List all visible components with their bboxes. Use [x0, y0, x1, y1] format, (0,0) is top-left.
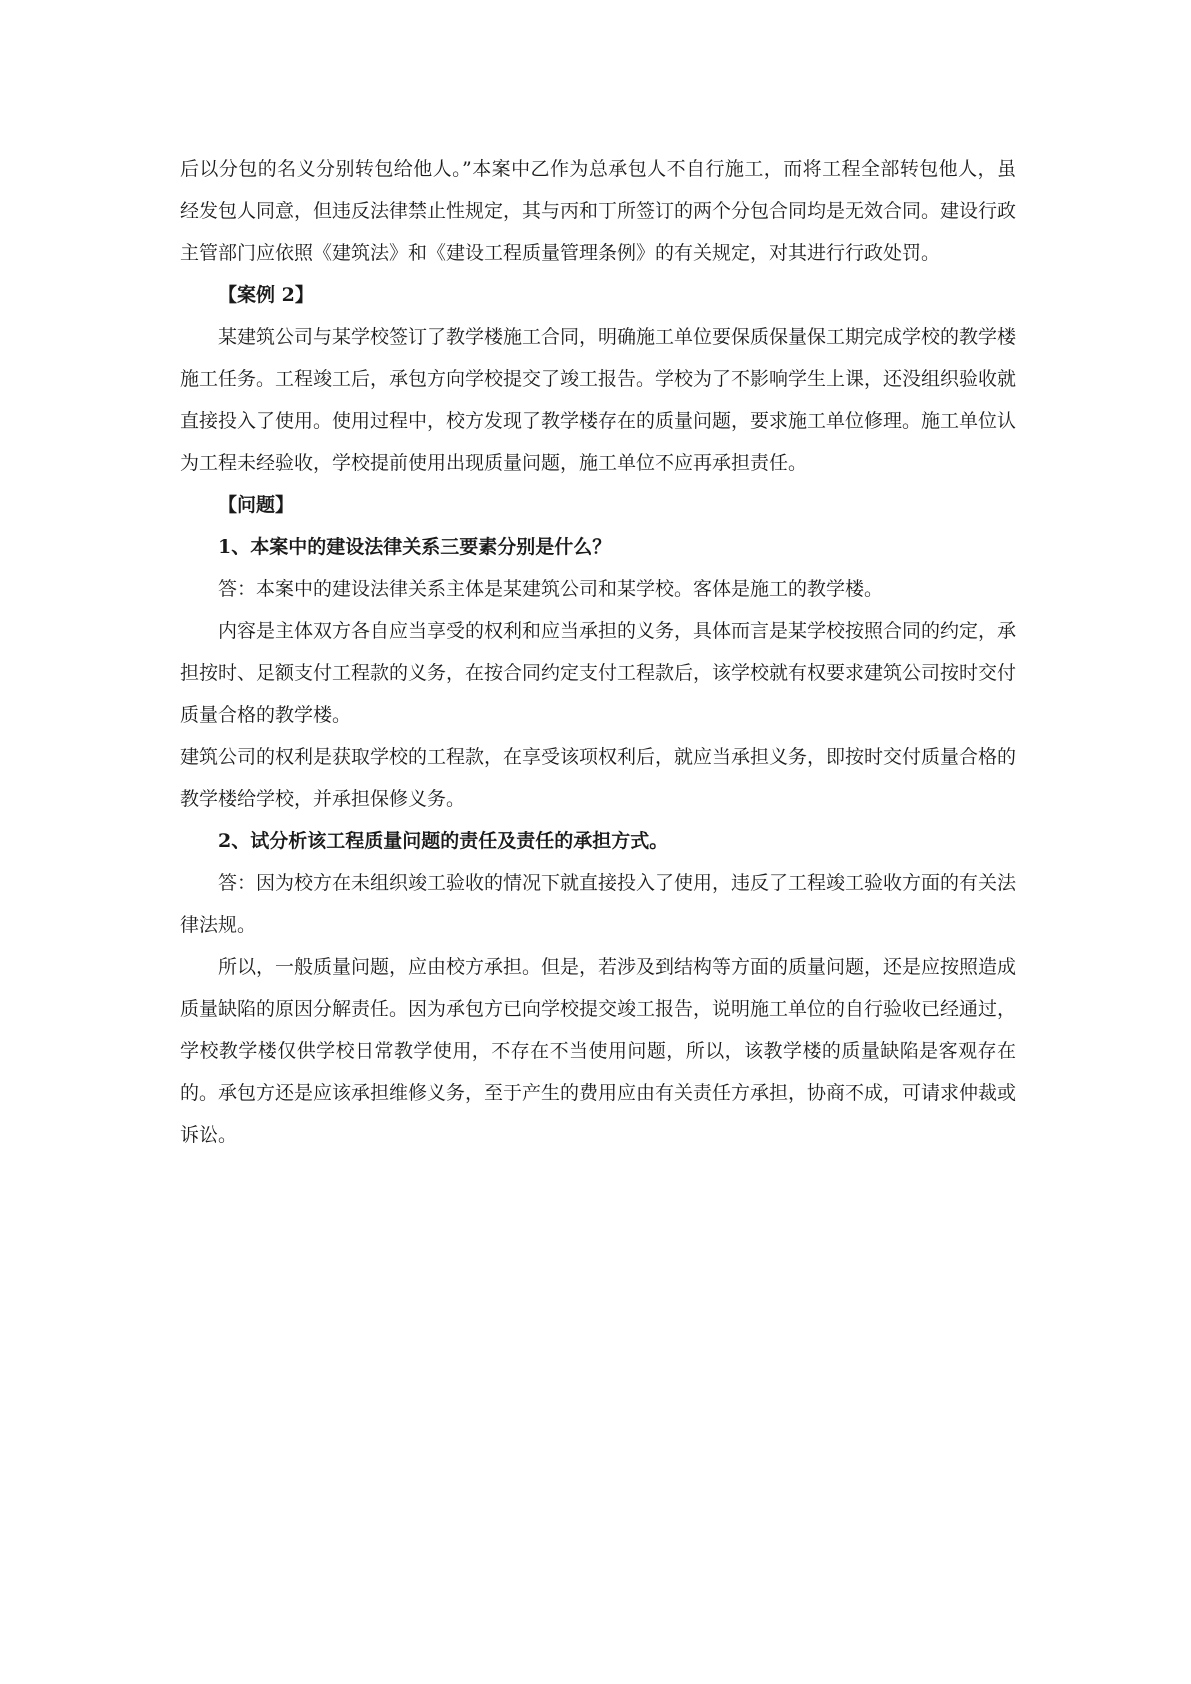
paragraph-continuation: 后以分包的名义分别转包给他人。”本案中乙作为总承包人不自行施工，而将工程全部转包他人，虽经发包人同意，但违反法律禁止性规定，其与丙和丁所签订的两个分包合同均是无效合同。建设行政主管部门应依照《建筑法》和《建设工程质量管理条例》的有关规定，对其进行行政处罚。 [180, 158, 1017, 264]
case-2-description: 某建筑公司与某学校签订了教学楼施工合同，明确施工单位要保质保量保工期完成学校的教学楼施工任务。工程竣工后，承包方向学校提交了竣工报告。学校为了不影响学生上课，还没组织验收就直接投入了使用。使用过程中，校方发现了教学楼存在的质量问题，要求施工单位修理。施工单位认为工程未经验收，学校提前使用出现质量问题，施工单位不应再承担责任。 [180, 326, 1017, 474]
answer-2-detail: 所以，一般质量问题，应由校方承担。但是，若涉及到结构等方面的质量问题，还是应按照造成质量缺陷的原因分解责任。因为承包方已向学校提交竣工报告，说明施工单位的自行验收已经通过，学校教学楼仅供学校日常教学使用，不存在不当使用问题，所以，该教学楼的质量缺陷是客观存在的。承包方还是应该承担维修义务，至于产生的费用应由有关责任方承担，协商不成，可请求仲裁或诉讼。 [180, 956, 1017, 1146]
case-2-heading: 【案例 2】 [218, 284, 314, 306]
answer-1: 答：本案中的建设法律关系主体是某建筑公司和某学校。客体是施工的教学楼。 [218, 578, 884, 600]
answer-2: 答：因为校方在未组织竣工验收的情况下就直接投入了使用，违反了工程竣工验收方面的有关法律法规。 [180, 872, 1017, 936]
question-heading: 【问题】 [218, 494, 295, 516]
question-1: 1、本案中的建设法律关系三要素分别是什么？ [218, 536, 612, 558]
answer-1-rights: 建筑公司的权利是获取学校的工程款，在享受该项权利后，就应当承担义务，即按时交付质量合格的教学楼给学校，并承担保修义务。 [180, 746, 1017, 810]
question-2: 2、试分析该工程质量问题的责任及责任的承担方式。 [218, 830, 669, 852]
document-body [180, 148, 1016, 1156]
answer-1-content: 内容是主体双方各自应当享受的权利和应当承担的义务，具体而言是某学校按照合同的约定，承担按时、足额支付工程款的义务，在按合同约定支付工程款后，该学校就有权要求建筑公司按时交付质量合格的教学楼。 [180, 620, 1017, 726]
